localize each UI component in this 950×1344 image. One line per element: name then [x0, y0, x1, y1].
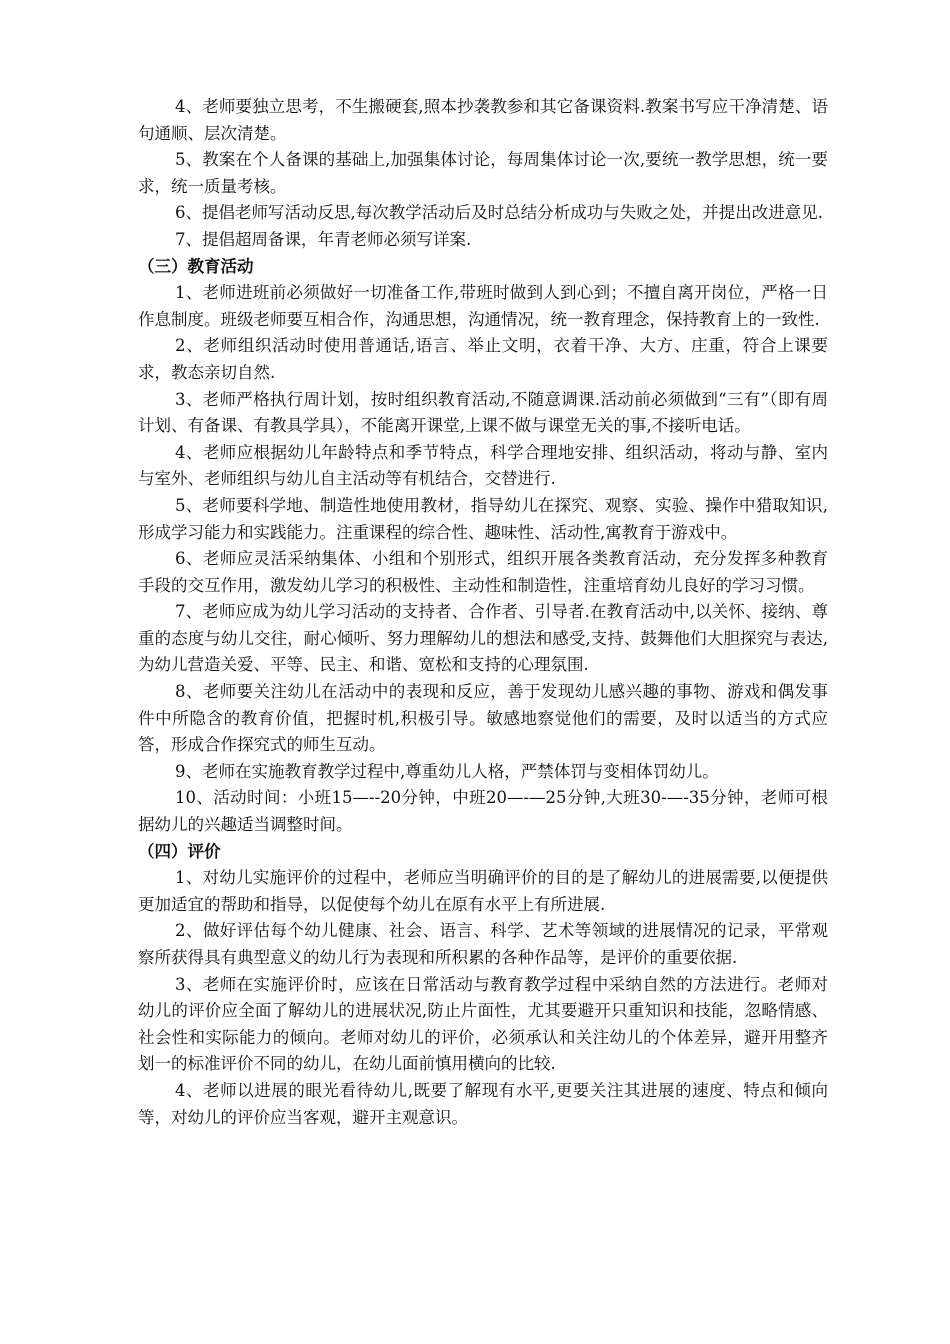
document-page: [138, 94, 828, 1131]
paragraph-item-4: 4、老师要独立思考，不生搬硬套,照本抄袭教参和其它备课资料.教案书写应干净清楚、语句通顺、层次清楚。: [138, 97, 828, 143]
section-heading-evaluation: （四）评价: [138, 841, 221, 861]
paragraph-activity-4: 4、老师应根据幼儿年龄特点和季节特点，科学合理地安排、组织活动，将动与静、室内与室外、老师组织与幼儿自主活动等有机结合，交替进行.: [138, 442, 828, 489]
paragraph-activity-3: 3、老师严格执行周计划，按时组织教育活动,不随意调课.活动前必须做到“三有”（即有周计划、有备课、有教具学具），不能离开课堂,上课不做与课堂无关的事,不接听电话。: [138, 389, 828, 436]
paragraph-evaluation-1: 1、对幼儿实施评价的过程中，老师应当明确评价的目的是了解幼儿的进展需要,以便提供更加适宜的帮助和指导，以促使每个幼儿在原有水平上有所进展.: [138, 868, 828, 914]
section-heading-education-activities: （三）教育活动: [138, 256, 254, 276]
paragraph-item-5: 5、教案在个人备课的基础上,加强集体讨论，每周集体讨论一次,要统一教学思想，统一要求，统一质量考核。: [138, 150, 828, 196]
paragraph-item-7: 7、提倡超周备课，年青老师必须写详案.: [175, 229, 472, 249]
paragraph-activity-2: 2、老师组织活动时使用普通话,语言、举止文明，衣着干净、大方、庄重，符合上课要求，教态亲切自然.: [138, 336, 828, 382]
paragraph-activity-5: 5、老师要科学地、制造性地使用教材，指导幼儿在探究、观察、实验、操作中猎取知识,形成学习能力和实践能力。注重课程的综合性、趣味性、活动性,寓教育于游戏中。: [138, 495, 828, 542]
paragraph-evaluation-2: 2、做好评估每个幼儿健康、社会、语言、科学、艺术等领域的进展情况的记录，平常观察所获得具有典型意义的幼儿行为表现和所积累的各种作品等，是评价的重要依据.: [138, 921, 828, 967]
paragraph-item-6: 6、提倡老师写活动反思,每次教学活动后及时总结分析成功与失败之处，并提出改进意见.: [175, 203, 823, 223]
paragraph-activity-9: 9、老师在实施教育教学过程中,尊重幼儿人格，严禁体罚与变相体罚幼儿。: [175, 761, 719, 781]
paragraph-evaluation-3: 3、老师在实施评价时，应该在日常活动与教育教学过程中采纳自然的方法进行。老师对幼儿的评价应全面了解幼儿的进展状况,防止片面性，尤其要避开只重知识和技能，忽略情感、社会性和实际能力的倾向。老师对幼儿的评价，必须承认和关注幼儿的个体差异，避开用整齐划一的标准评价不同的幼儿，在幼儿面前慎用横向的比较.: [138, 974, 828, 1074]
paragraph-evaluation-4: 4、老师以进展的眼光看待幼儿,既要了解现有水平,更要关注其进展的速度、特点和倾向等，对幼儿的评价应当客观，避开主观意识。: [138, 1080, 828, 1127]
paragraph-activity-1: 1、老师进班前必须做好一切准备工作,带班时做到人到心到；不擅自离开岗位，严格一日作息制度。班级老师要互相合作，沟通思想，沟通情况，统一教育理念，保持教育上的一致性.: [138, 283, 828, 329]
paragraph-activity-7: 7、老师应成为幼儿学习活动的支持者、合作者、引导者.在教育活动中,以关怀、接纳、尊重的态度与幼儿交往，耐心倾听、努力理解幼儿的想法和感受,支持、鼓舞他们大胆探究与表达,为幼儿营造关爱、平等、民主、和谐、宽松和支持的心理氛围.: [138, 602, 828, 675]
paragraph-activity-6: 6、老师应灵活采纳集体、小组和个别形式，组织开展各类教育活动，充分发挥多种教育手段的交互作用，激发幼儿学习的积极性、主动性和制造性，注重培育幼儿良好的学习习惯。: [138, 549, 828, 595]
paragraph-activity-8: 8、老师要关注幼儿在活动中的表现和反应，善于发现幼儿感兴趣的事物、游戏和偶发事件中所隐含的教育价值，把握时机,积极引导。敏感地察觉他们的需要，及时以适当的方式应答，形成合作探究式的师生互动。: [138, 682, 828, 755]
paragraph-activity-10: 10、活动时间：小班15—--20分钟，中班20—-—25分钟,大班30-—-35分钟，老师可根据幼儿的兴趣适当调整时间。: [138, 788, 828, 835]
